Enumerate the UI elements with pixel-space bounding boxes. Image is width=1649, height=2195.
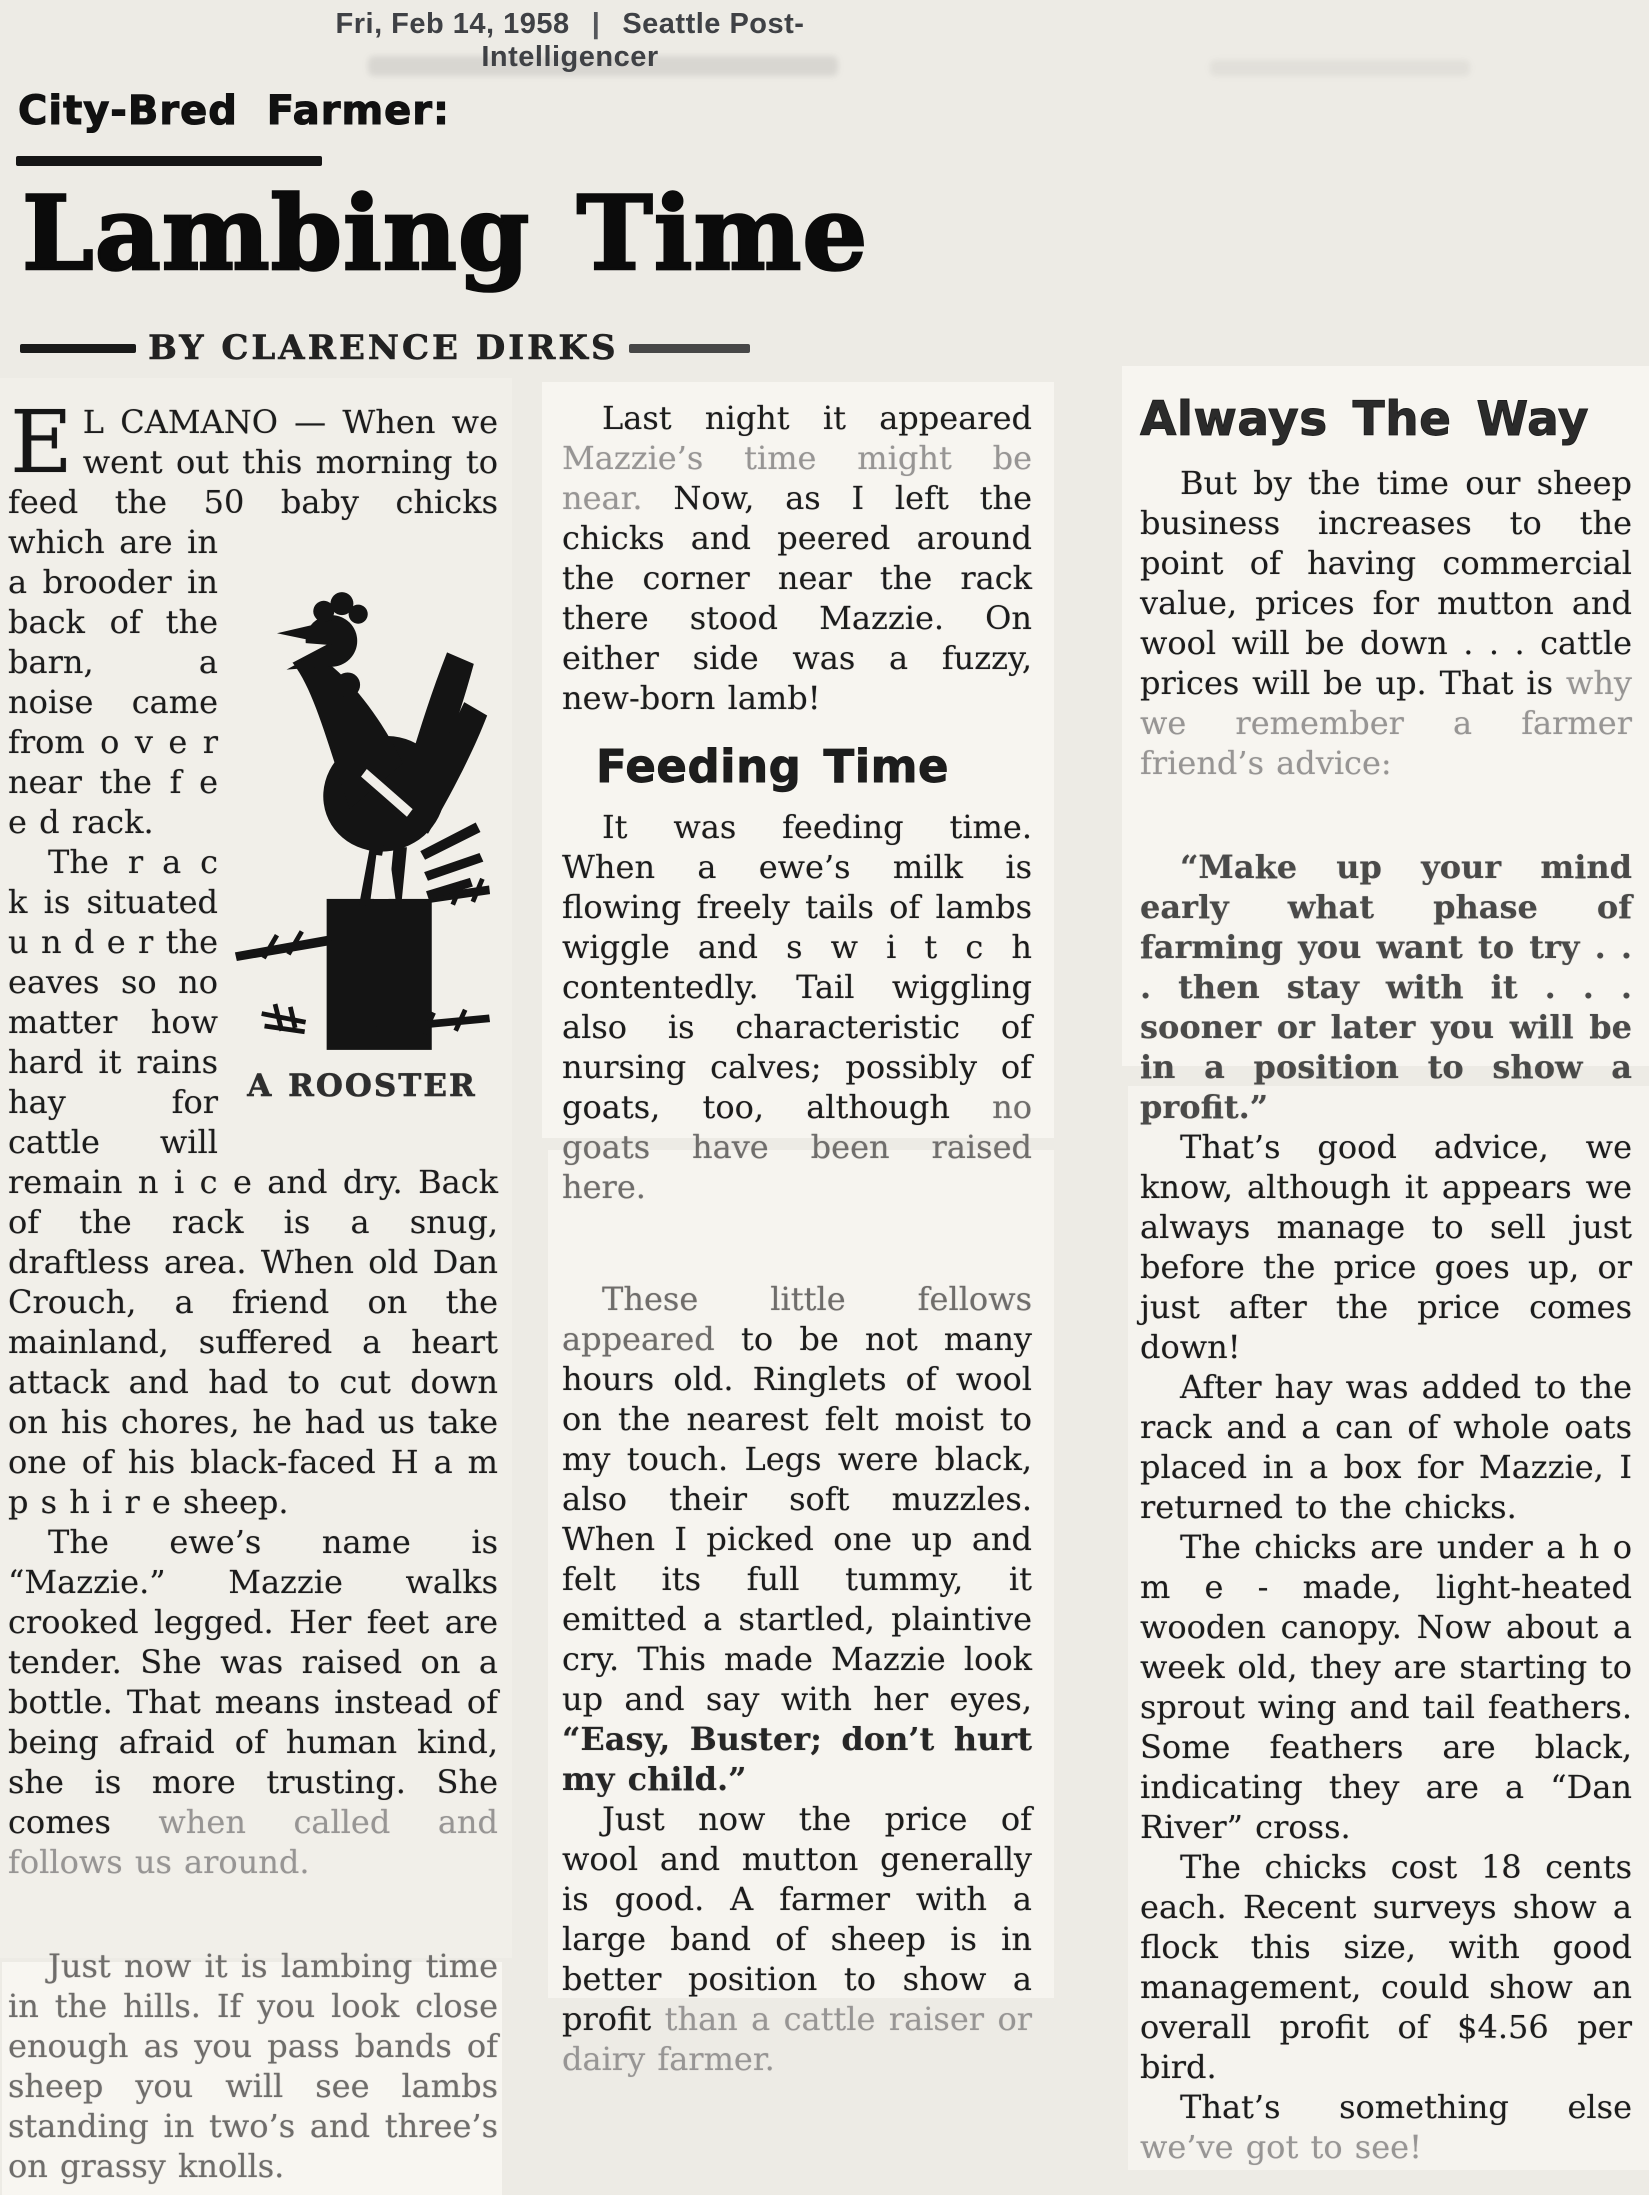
paragraph-text: Last night it appeared [602, 399, 1032, 437]
paragraph-text-faded: than a cattle raiser or dairy farmer. [562, 2000, 1032, 2078]
masthead-publication: Seattle Post-Intelligencer [481, 8, 805, 73]
paragraph-text: L CAMANO — When we went out this morning to feed the 50 baby chicks [8, 403, 498, 521]
paragraph-text-bold: “Easy, Buster; don’t hurt my child.” [562, 1720, 1032, 1798]
paragraph [562, 1279, 1032, 1799]
paragraph-text: But by the time our sheep business increases to the point of having commercial value, prices for mutton and wool will be down . . . cattle prices will be up. That is [1140, 464, 1632, 702]
paragraph-text: That’s something else [1180, 2088, 1632, 2126]
paragraph-text-faded: why we remember a farmer friend’s advice: [1140, 664, 1632, 782]
masthead-separator: | [591, 8, 601, 40]
paragraph [562, 398, 1032, 718]
headline: Lambing Time [22, 174, 869, 294]
paragraph-text: to be not many hours old. Ringlets of wool on the nearest felt moist to my touch. Legs were black, also their soft muzzles. When I picked one up and felt its full tummy, it emitted a startled, plaintive cry. This made Mazzie look up and say with her eyes, [562, 1320, 1033, 1718]
paragraph: Just now it is lambing time in the hills. If you look close enough as you pass bands of sheep you will see lambs standing in two’s and three’s on grassy knolls. [8, 1947, 498, 2185]
paragraph: After hay was added to the rack and a can of whole oats placed in a box for Mazzie, I returned to the chicks. [1140, 1368, 1632, 1526]
column-3 [1140, 392, 1632, 2167]
paragraph [8, 1522, 498, 1882]
paragraph: The chicks are under a h o m e - made, light-heated wooden canopy. Now about a week old, they are starting to sprout wing and tail feathers. Some feathers are black, indicating they are a “Dan River” cross. [1140, 1528, 1632, 1846]
byline-dash-right [629, 344, 751, 353]
paragraph-text-faded: we’ve got to see! [1140, 2128, 1422, 2166]
paragraph-text-faded: Mazzie’s time might be near. [562, 439, 1032, 517]
paragraph-text-faded: These little fellows appeared [562, 1280, 1032, 1358]
rooster-caption: A ROOSTER [247, 1068, 477, 1104]
paragraph [1140, 2087, 1632, 2167]
paragraph-text-faded: no goats have been raised here. [562, 1088, 1032, 1206]
paragraph-text-faded: when called and follows us around. [8, 1803, 498, 1881]
subhead-feeding-time: Feeding Time [596, 740, 950, 793]
kicker: City-Bred Farmer: [18, 88, 450, 134]
drop-cap: E [10, 393, 73, 493]
rooster-weathervane-illustration [233, 572, 491, 1050]
paragraph: That’s good advice, we know, although it appears we always manage to sell just before the price goes up, or just after the price comes down! [1140, 1128, 1632, 1366]
paragraph [1140, 463, 1632, 783]
byline-dash-left [20, 344, 136, 353]
paragraph-text: It was feeding time. When a ewe’s milk is flowing freely tails of lambs wiggle and s w i t c h contentedly. Tail wiggling also is characteristic of nursing calves; possibly of goats, too, although [562, 808, 1032, 1126]
subhead-always-the-way: Always The Way [1140, 392, 1589, 447]
paragraph: The r a c k is situated u n d e r the eaves so no matter how hard it rains hay for cattle will remain n i c e and dry. Back of the rack is a snug, draftless area. When old Dan Crouch, a friend on the mainland, suffered a heart attack and had to cut down on his chores, he had us take one of his black-faced H a m p s h i r e sheep. [8, 843, 498, 1521]
byline-text: BY CLARENCE DIRKS [148, 328, 619, 368]
paragraph: The chicks cost 18 cents each. Recent surveys show a flock this size, with good management, could show an overall profit of $4.56 per bird. [1140, 1848, 1632, 2086]
paragraph-text: The ewe’s name is “Mazzie.” Mazzie walks crooked legged. Her feet are tender. She was raised on a bottle. That means instead of being afraid of human kind, she is more trusting. She comes [8, 1523, 498, 1841]
paragraph-text: Just now the price of wool and mutton generally is good. A farmer with a large band of sheep is in better position to show a profit [562, 1800, 1032, 2038]
paragraph [8, 393, 498, 1104]
rooster-figure [218, 522, 498, 1124]
quote-paragraph: “Make up your mind early what phase of farming you want to try . . . then stay with it . . . sooner or later you will be in a position to show a profit.” [1140, 848, 1632, 1126]
byline [20, 328, 750, 368]
kicker-underline [16, 156, 322, 166]
masthead [250, 8, 890, 74]
paragraph [562, 807, 1032, 1207]
masthead-date: Fri, Feb 14, 1958 [335, 8, 570, 40]
column-2 [562, 398, 1032, 2079]
scan-smudge [1210, 60, 1470, 76]
paragraph [562, 1799, 1032, 2079]
paragraph-text: Now, as I left the chicks and peered around the corner near the rack there stood Mazzie. On either side was a fuzzy, new-born lamb! [562, 479, 1033, 717]
column-1 [8, 393, 498, 2186]
paragraph-text: which are in a brooder in back of the barn, a noise came from o v e r near the f e e d rack. [8, 523, 218, 841]
